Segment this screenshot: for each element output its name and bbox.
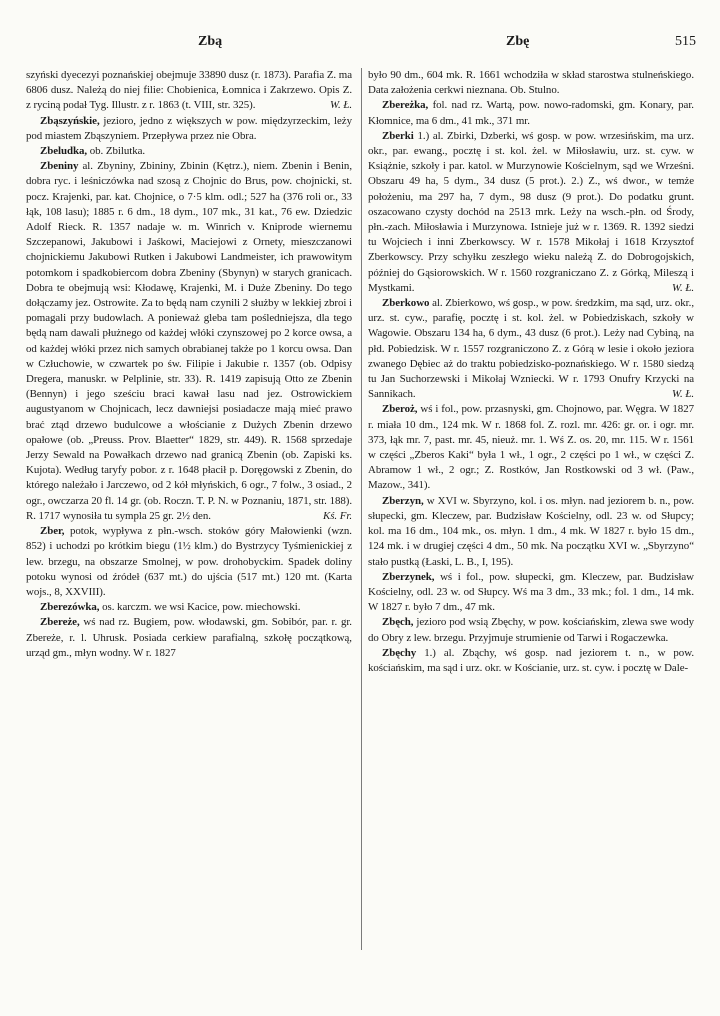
entry-text: jezioro pod wsią Zbęchy, w pow. kościańskim, zlewa swe wody do Obry z lew. brzegu. Przyjmuje strumienie od Tarwi i Rogaczewka. [368, 616, 694, 644]
entry-headword: Zbąszyńskie, [40, 114, 100, 127]
entry-text: 1.) al. Zbirki, Dzberki, wś gosp. w pow. wrzesińskim, ma urz. okr., par. ewang., pocztę i st. kol. żel. w Miłosławiu, urz. st. cyw. w Książnie, szkoły i par. katol. w Murzynowie Kościelnym, sąd we Wrześni. Obszaru 49 ha, 5 dym., 34 dusz (5 prot.). 2.) Z., wś dwor., w temże położeniu, ma 297 ha, 7 dym., 98 dusz (9 prot.). Do podatku grunt. oszacowano czysty dochód na 2513 mrk. Leży na wsch.-płn. od Środy, płn.-zach. Miłosławia i Murzynowa. Istnieje już w r. 1369. R. 1392 siedzi tu Wojciech i inni Zberkowscy. W r. 1578 Mikołaj i 1618 Krzysztof Zberkowscy. Przy schyłku zeszłego wieku należą Z. do Dobrogojskich, później do Gąsiorowskich. W r. 1560 rozgraniczano Z. z Górką, Mileszą i Mystkami. [368, 129, 694, 294]
dictionary-entry [26, 114, 352, 144]
right-column [368, 68, 694, 676]
header-right-word: Zbę [506, 34, 530, 49]
entry-headword: Zberezówka, [40, 601, 100, 614]
entry-headword: Zbereże, [40, 616, 80, 629]
dictionary-entry [26, 144, 352, 159]
entry-headword: Zberzynek, [382, 570, 435, 583]
dictionary-entry [368, 615, 694, 645]
dictionary-entry [368, 98, 694, 128]
entry-headword: Zbęch, [382, 616, 414, 629]
entry-author-signature: W. Ł. [671, 388, 694, 401]
entry-headword: Zbereżka, [382, 99, 429, 112]
dictionary-entry [26, 600, 352, 615]
dictionary-entry [368, 68, 694, 98]
header-left-word: Zbą [198, 34, 223, 49]
entry-headword: Zbeniny [40, 160, 79, 173]
entry-text: wś nad rz. Bugiem, pow. włodawski, gm. Sobibór, par. r. gr. Zbereże, r. l. Uhrusk. Posiada cerkiew parafialną, szkołę początkową, urząd gm., młyn wodny. W r. 1827 [26, 616, 352, 659]
entry-text: 1.) al. Zbąchy, wś gosp. nad jeziorem t. n., w pow. kościańskim, ma sąd i urz. okr. w Kościanie, urz. st. cyw. i pocztę w Dale- [368, 646, 694, 674]
entry-author-signature: Kś. Fr. [322, 509, 352, 522]
dictionary-entry [368, 570, 694, 616]
running-header [26, 34, 696, 56]
column-divider [361, 68, 362, 950]
entry-headword: Zberzyn, [382, 494, 424, 507]
entry-text: os. karczm. we wsi Kacice, pow. miechowski. [99, 601, 301, 614]
entry-text: szyński dyecezyi poznańskiej obejmuje 33890 dusz (r. 1873). Parafia Z. ma 6806 dusz. Należą do niej filie: Chobienica, Łomnica i Zakrzewo. Opis Z. z ryciną podał Tyg. Illustr. z r. 1863 (t. VIII, str. 325). [26, 69, 352, 112]
entry-headword: Zberoż, [382, 403, 418, 416]
entry-author-signature: W. Ł. [671, 281, 694, 294]
entry-headword: Zberkowo [382, 297, 430, 310]
entry-text: ob. Zbilutka. [87, 145, 146, 158]
entry-headword: Zbeludka, [40, 145, 88, 158]
entry-text: potok, wypływa z płn.-wsch. stoków góry Małowienki (wzn. 852) i uchodzi po krótkim biegu (1½ klm.) do Bystrzycy Tyśmienickiej z lew. brzegu, na obszarze Smolnej, w pow. drohobyckim. Spadek doliny potoku wynosi od źródeł (637 mt.) do ujścia (517 mt.) 120 mt. (Karta wojs., 8, XXVIII). [26, 525, 352, 598]
entry-text: wś i fol., pow. słupecki, gm. Kleczew, par. Budzisław Kościelny, odl. 23 w. od Słupcy. Wś ma 3 dm., 33 mk.; fol. 1 dm., 14 mk. W 1827 r. było 7 dm., 47 mk. [368, 570, 694, 614]
entry-text: al. Zbierkowo, wś gosp., w pow. średzkim, ma sąd, urz. okr., urz. st. cyw., parafię, pocztę i st. kol. żel. w Pobiedziskach, szkoły w Wagowie. Obszaru 134 ha, 6 dym., 43 dusz (6 prot.). Leży nad Cybiną, na płd. Pobiedzisk. W r. 1557 rozgraniczono Z. z Górą w lesie i około jeziora zwanego Dębiec aż do traktu pobiedzisko-poznańskiego. W r. 1580 siedzą tu Jan Suchorzewski i Mikołaj Wzniecki. W r. 1793 Onufry Krzycki na Sannikach. [368, 297, 694, 401]
entry-author-signature: W. Ł. [329, 99, 352, 112]
entry-text: wś i fol., pow. przasnyski, gm. Chojnowo, par. Węgra. W 1827 r. miała 10 dm., 124 mk. W r. 1868 fol. Z. rozl. mr. 426: gr. or. i ogr. mr. 373, łąk mr. 7, past. mr. 45, nieuż. mr. 1. Wś Z. os. 20, mr. 115. W r. 1561 w części „Zberos Kaki“ była 1 wł., 1 ogr., 2 części po 1 wł., w części Z. Abramow 1 wł., 2 ogr.; Z. Rostków, Jan Rostkowski od 3 wł. (Paw., Mazow., 341). [368, 403, 694, 492]
entry-text: jezioro, jedno z większych w pow. międzyrzeckim, leży pod miastem Zbąszyniem. Przepływa przez nie Obra. [26, 114, 352, 142]
dictionary-entry [368, 646, 694, 676]
dictionary-entry [368, 402, 694, 493]
dictionary-entry [368, 296, 694, 402]
entry-text: al. Zbyniny, Zbininy, Zbinin (Kętrz.), niem. Zbenin i Benin, dobra ryc. i leśniczówka nad szosą z Chojnic do Brus, pow. chojnicki, st. pocz. Krajenki, par. kat. Chojnice, o 7·5 klm. odl.; 527 ha (376 roli or., 33 łąk, 108 lasu); 1885 r. 6 dm., 18 dym., 107 mk., 31 kat., 76 ew. Dziedzic Adolf Rieck. R. 1357 nadaje w. m. Winrich v. Kniprode wiernemu Szczepanowi, Jakubowi i Jaśkowi, Maciejowi z Ornety, mieszczanowi chojnickiemu Jakubowi Rutken i Jakubowi Landmeister, ich prawowitym potomkom i spadkobiercom dobra Zbeniny (Sbynyn) w starych granicach. Dobra te obejmują wsi: Kłodawę, Krajenki, M. i Duże Zbeniny. Do tego dołączamy jez. Ostrowite. Za to będą nam czynili 2 służby w lekkiej zbroi i pomagali przy budowlach. A ponieważ gleba tam pośledniejsza, dla tego będą nam dawali płużnego od każdej włóki czynszowej po 2 korce owsa, a od każdej włóki przez nich samych obrabianej także po 1 korcu owsa. Dan w Człuchowie, w czwartek po św. Filipie i Jakubie r. 1357 (ob. Odpisy Dregera, manuskr. w Pelplinie, str. 33). R. 1419 zapisują Otto ze Zbenin (Bennyn) i jego sześciu braci kawał lasu nad jez. Ostrowickiem augustyanom w Chojnicach, lecz dawniejsi posiadacze mają mieć prawo brać ztąd drzewo budulcowe a włościanie z Dużych Zbenin drzewo opałowe (ob. „Preuss. Prov. Blaetter“ 1829, str. 449). R. 1568 sprzedaje Jerzy Sewald na Powałkach drzewo nad granicą Zbenin (ob. Zapiski ks. Kujota). Według taryfy pobor. z r. 1648 płacił p. Doręgowski z Zbenin, do którego należało i Jarczewo, od 2 kół młyńskich, 6 ogr., 7 folw., 3 osiad., 2 ogr., owczarza 20 fl. 14 gr. (ob. Roczn. T. P. N. w Poznaniu, 1871, str. 188). R. 1717 wynosiła tu sympla 25 gr. 2½ den. [26, 160, 352, 522]
left-column [26, 68, 352, 661]
dictionary-entry [368, 129, 694, 296]
dictionary-entry [368, 494, 694, 570]
entry-text: fol. nad rz. Wartą, pow. nowo-radomski, gm. Konary, par. Kłomnice, ma 6 dm., 41 mk., 371 mr. [368, 99, 694, 127]
dictionary-entry [26, 68, 352, 114]
entry-headword: Zberki [382, 129, 414, 142]
dictionary-entry [26, 524, 352, 600]
entry-headword: Zbęchy [382, 646, 417, 659]
entry-text: w XVI w. Sbyrzyno, kol. i os. młyn. nad jeziorem b. n., pow. słupecki, gm. Kleczew, par. Budzisław Kościelny, odl. 23 w. od Słupcy; kol. ma 16 dm., 104 mk., os. młyn. 1 dm., 4 mk. W 1827 r. było 15 dm., 124 mk. i w drugiej części 4 dm., 50 mk. Na początku XVI w. „Sbyrzyno“ stało pustką (Łaski, L. B., I, 195). [368, 494, 694, 568]
page-number: 515 [675, 34, 696, 49]
entry-text: było 90 dm., 604 mk. R. 1661 wchodziła w skład starostwa stulneńskiego. Data założenia cerkwi nieznana. Ob. Stulno. [368, 69, 694, 97]
dictionary-entry [26, 159, 352, 524]
entry-headword: Zber, [40, 525, 65, 538]
dictionary-entry [26, 615, 352, 661]
